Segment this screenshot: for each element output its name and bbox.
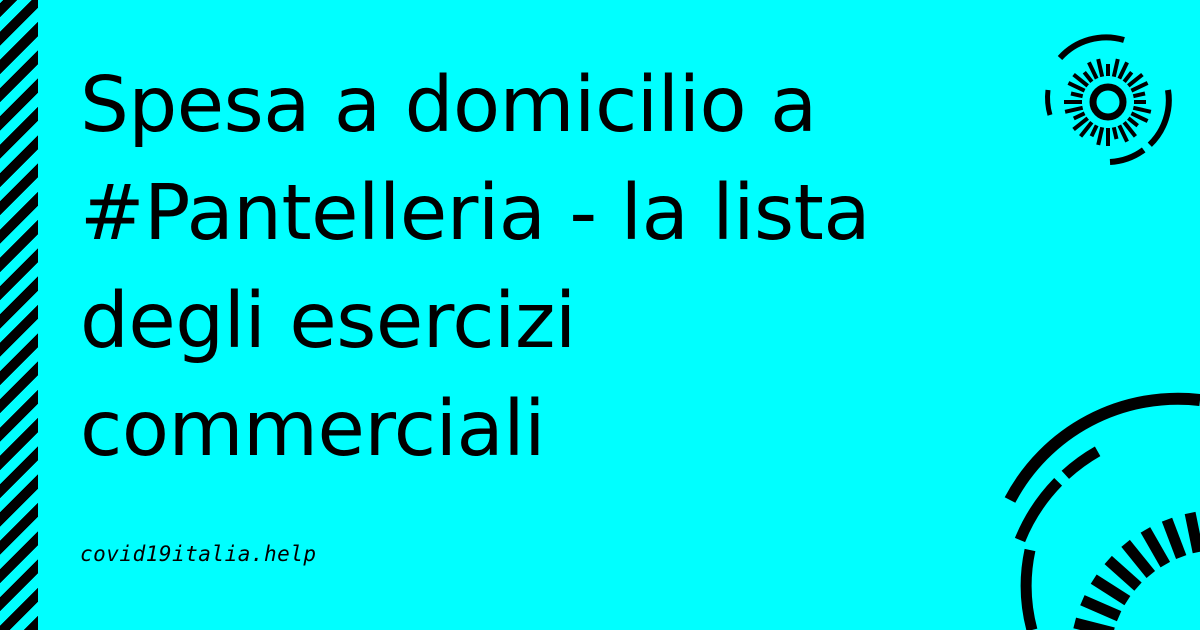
dial-tick — [1131, 83, 1147, 91]
page-title: Spesa a domicilio a #Pantelleria - la lista degli esercizi commerciali — [80, 61, 871, 474]
dial-tick — [1128, 118, 1137, 126]
dial-tick — [1133, 108, 1151, 112]
dial-tick — [1065, 108, 1083, 112]
dial-tick — [1098, 127, 1102, 145]
radial-arc-decoration — [990, 380, 1200, 630]
arc-tick — [1082, 600, 1119, 616]
arc-tick — [1094, 579, 1128, 601]
dial-tick — [1098, 59, 1102, 77]
arc-tick — [1145, 530, 1165, 565]
arc-tick — [1190, 513, 1198, 552]
dial-tick — [1071, 94, 1083, 97]
arc-tick — [1167, 520, 1181, 557]
site-url: covid19italia.help — [80, 542, 317, 566]
arc-tick — [1108, 560, 1138, 587]
dial-tick — [1092, 125, 1097, 136]
dial-tick — [1089, 62, 1097, 78]
arc-tick — [1075, 623, 1114, 630]
striped-border-decoration — [0, 0, 38, 630]
arc-tick — [1126, 543, 1151, 574]
dial-tick — [1119, 62, 1127, 78]
dial-tick — [1119, 125, 1127, 141]
dial-tick — [1133, 94, 1145, 97]
dial-tick — [1114, 127, 1117, 139]
dial-tick — [1114, 59, 1118, 77]
dial-tick — [1124, 72, 1132, 81]
radial-dial-icon — [1040, 20, 1180, 180]
dial-tick — [1084, 72, 1092, 81]
dial-tick — [1074, 113, 1085, 118]
dial-tick — [1068, 83, 1084, 91]
dial-tick — [1131, 113, 1147, 121]
